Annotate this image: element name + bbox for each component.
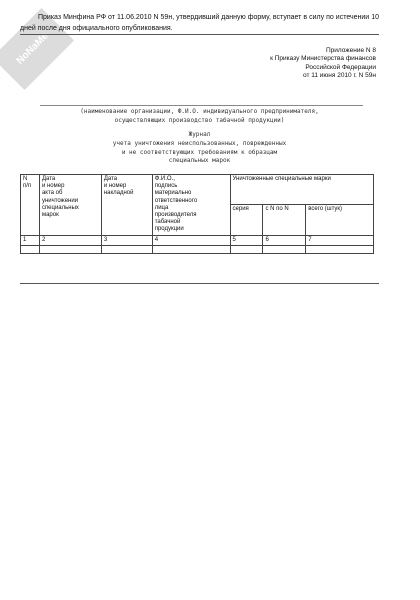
table-cell	[21, 245, 40, 253]
table-row	[21, 245, 374, 253]
journal-subtitle: учета уничтожения неиспользованных, поврежденных и не соответствующих требованиям к образцам специальных марок	[112, 140, 287, 164]
column-number: 3	[101, 235, 152, 245]
notice-divider	[20, 34, 379, 35]
organization-caption: (наименование организации, Ф.И.О. индивидуального предпринимателя, осуществляющих производство табачной продукции)	[80, 108, 319, 124]
header-responsible: Ф.И.О., подпись материально ответственного лица производителя табачной продукции	[152, 175, 230, 236]
watermark: NoNaMe	[0, 8, 74, 90]
column-number: 6	[263, 235, 306, 245]
table-header-row	[21, 175, 374, 205]
header-act: Дата и номер акта об уничтожении специальных марок	[39, 175, 101, 236]
column-number: 7	[306, 235, 374, 245]
table-cell	[306, 245, 374, 253]
appendix-line: от 11 июня 2010 г. N 59н	[302, 72, 376, 80]
appendix-line: Российской Федерации	[305, 63, 376, 71]
appendix-line: Приложение N 8	[325, 47, 376, 54]
table-cell	[263, 245, 306, 253]
destruction-log-table	[20, 174, 374, 254]
effective-date-notice: Приказ Минфина РФ от 11.06.2010 N 59н, утвердивший данную форму, вступает в силу по истечении 10 дней после дня официального опубликования.	[20, 14, 379, 32]
header-destroyed-marks: Уничтоженные специальные марки	[230, 175, 373, 205]
bottom-divider	[20, 283, 379, 284]
table-cell	[152, 245, 230, 253]
table-cell	[39, 245, 101, 253]
journal-title: Журнал	[188, 131, 211, 138]
column-number-row	[21, 235, 374, 245]
column-number: 2	[39, 235, 101, 245]
column-number: 5	[230, 235, 263, 245]
column-number: 4	[152, 235, 230, 245]
header-range: с N по N	[263, 205, 306, 235]
table-cell	[230, 245, 263, 253]
appendix-header	[216, 47, 376, 81]
header-series: серия	[230, 205, 263, 235]
organization-name-line	[40, 105, 363, 106]
header-num: N п/п	[21, 175, 40, 236]
header-invoice: Дата и номер накладной	[101, 175, 152, 236]
header-total: всего (штук)	[306, 205, 374, 235]
table-cell	[101, 245, 152, 253]
appendix-line: к Приказу Министерства финансов	[270, 55, 376, 63]
column-number: 1	[21, 235, 40, 245]
